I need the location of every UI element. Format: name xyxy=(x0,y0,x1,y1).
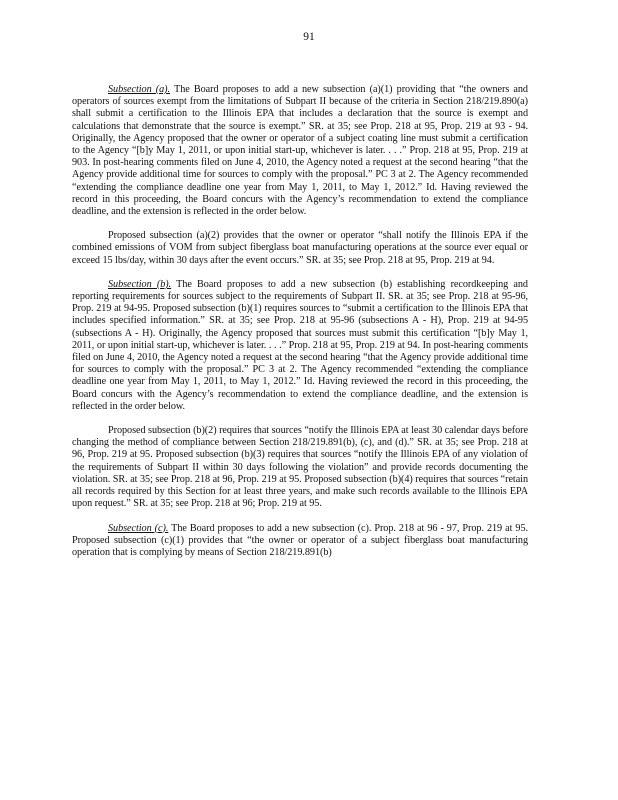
paragraph-text: The Board proposes to add a new subsection (a)(1) providing that “the owners and operators of sources exempt from the limitations of Subpart II because of the criteria in Section 218/219.890(a) shall submit a certification to the Illinois EPA that includes a declaration that the source is exempt and calculations that demonstrate that the source is exempt.” SR. at 35; see Prop. 218 at 95, Prop. 219 at 93 - 94. Originally, the Agency proposed that the owner or operator of a subject coating line must submit a certification to the Agency “[b]y May 1, 2011, or upon initial start-up, whichever is later. . . .” Prop. 218 at 95, Prop. 219 at 903. In post-hearing comments filed on June 4, 2010, the Agency noted a request at the second hearing “that the Agency provide additional time for sources to comply with the proposal.” PC 3 at 2. The Agency recommended “extending the compliance deadline one year from May 1, 2011, to May 1, 2012.” Id. Having reviewed the record in this proceeding, the Board concurs with the Agency’s recommendation to extend the compliance deadline, and the extension is reflected in the order below. xyxy=(72,84,528,218)
paragraph-text: Proposed subsection (a)(2) provides that the owner or operator “shall notify the Illinois EPA if the combined emissions of VOM from subject fiberglass boat manufacturing operations at the source ever equal or exceed 15 lbs/day, within 30 days after the event occurs.” SR. at 35; see Prop. 218 at 95, Prop. 219 at 94. xyxy=(72,230,528,266)
subsection-heading: Subsection (a). xyxy=(108,84,171,95)
paragraph-text: Proposed subsection (b)(2) requires that sources “notify the Illinois EPA at least 30 calendar days before changing the method of compliance between Section 218/219.891(b), (c), and (d).” SR. at 35; see Prop. 218 at 96, Prop. 219 at 95. Proposed subsection (b)(3) requires that sources “notify the Illinois EPA of any violation of the requirements of Subpart II within 30 days following the violation” and provide records documenting the violation. SR. at 35; see Prop. 218 at 96, Prop. 219 at 95. Proposed subsection (b)(4) requires that sources “retain all records required by this Section for at least three years, and make such records available to the Illinois EPA upon request.” SR. at 35; see Prop. 218 at 96; Prop. 219 at 95. xyxy=(72,425,528,510)
paragraph-text: The Board proposes to add a new subsection (b) establishing recordkeeping and reporting requirements for sources subject to the requirements of Subpart II. SR. at 35; see Prop. 218 at 95-96, Prop. 219 at 94-95. Proposed subsection (b)(1) requires sources to “submit a certification to the Illinois EPA that includes specified information.” SR. at 35; see Prop. 218 at 95-96 (subsections A - H), Prop. 219 at 94-95 (subsections A - H). Originally, the Agency proposed that sources must submit this certification “[b]y May 1, 2011, or upon initial start-up, whichever is later. . . .” Prop. 218 at 95, Prop. 219 at 94. In post-hearing comments filed on June 4, 2010, the Agency noted a request at the second hearing “that the Agency provide additional time for sources to comply with the proposal.” PC 3 at 2. The Agency recommended “extending the compliance deadline one year from May 1, 2011, to May 1, 2012.” Id. Having reviewed the record in this proceeding, the Board concurs with the Agency’s recommendation to extend the compliance deadline, and the extension is reflected in the order below. xyxy=(72,278,528,412)
paragraph-subsection-b xyxy=(72,279,528,413)
subsection-heading: Subsection (c). xyxy=(108,522,169,534)
paragraph-subsection-c xyxy=(72,523,528,560)
subsection-heading: Subsection (b). xyxy=(108,278,172,290)
paragraph-subsection-a2 xyxy=(72,230,528,267)
document-body xyxy=(72,84,528,571)
paragraph-subsection-a xyxy=(72,84,528,218)
paragraph-subsection-b2 xyxy=(72,425,528,510)
page-number: 91 xyxy=(303,31,315,43)
paragraph-text: The Board proposes to add a new subsection (c). Prop. 218 at 96 - 97, Prop. 219 at 95. Proposed subsection (c)(1) provides that “the owner or operator of a subject fiberglass boat manufacturing operation that is complying by means of Section 218/219.891(b) xyxy=(72,522,528,558)
